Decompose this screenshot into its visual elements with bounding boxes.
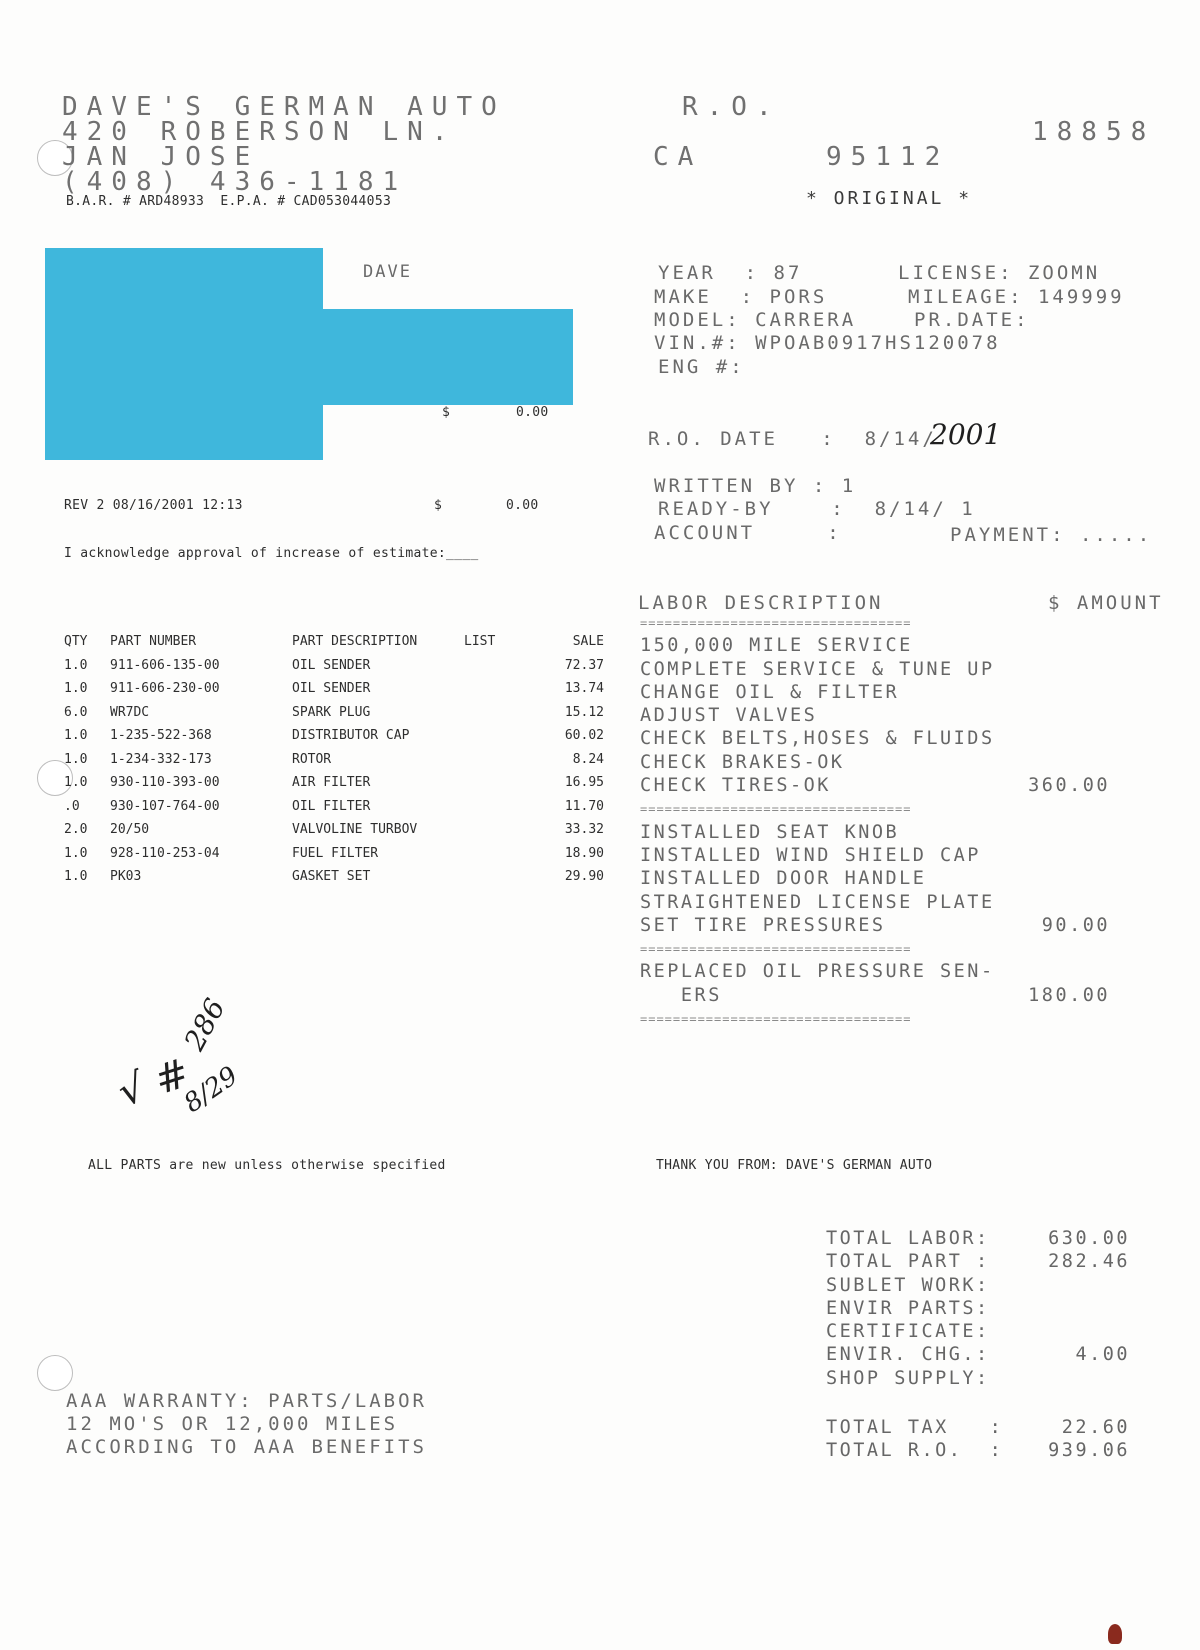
- labor-line-text: SET TIRE PRESSURES: [640, 914, 886, 936]
- labor-line: [640, 659, 1160, 682]
- total-row: [826, 1321, 1146, 1344]
- part-description: AIR FILTER: [292, 775, 371, 791]
- corner-mark: [1108, 1624, 1122, 1644]
- labor-line: [640, 705, 1160, 728]
- grand-totals-block: [826, 1417, 1146, 1464]
- part-sale: 13.74: [564, 681, 604, 697]
- total-row: [826, 1275, 1146, 1298]
- labor-separator: =================================: [640, 942, 912, 957]
- shop-name: DAVE'S GERMAN AUTO: [62, 92, 506, 122]
- part-list: [464, 654, 524, 678]
- vehicle-year: YEAR : 87: [658, 262, 803, 284]
- parts-row: [64, 771, 604, 795]
- labor-line: [640, 682, 1160, 705]
- part-sale: 18.90: [564, 845, 604, 861]
- original-stamp: * ORIGINAL *: [806, 188, 973, 209]
- part-description: OIL SENDER: [292, 681, 371, 697]
- total-label: CERTIFICATE:: [826, 1321, 990, 1343]
- ro-zip: 95112: [826, 142, 950, 172]
- revision-amount: 0.00: [506, 498, 539, 513]
- part-number: 20/50: [110, 822, 150, 838]
- vehicle-model: MODEL: CARRERA: [654, 309, 857, 331]
- labor-line-text: 150,000 MILE SERVICE: [640, 635, 913, 657]
- part-number: 911-606-135-00: [110, 657, 220, 673]
- bar-epa-numbers: B.A.R. # ARD48933 E.P.A. # CAD053044053: [66, 194, 392, 209]
- part-description: GASKET SET: [292, 869, 371, 885]
- grand-total-label: TOTAL R.O. :: [826, 1440, 1004, 1462]
- handwritten-date: 8/29: [178, 1060, 244, 1120]
- labor-line: [640, 892, 1160, 915]
- handwritten-number: 286: [177, 993, 232, 1056]
- part-qty: 1.0: [64, 845, 88, 861]
- labor-header-desc: LABOR DESCRIPTION: [638, 592, 884, 614]
- part-number: 911-606-230-00: [110, 681, 220, 697]
- ready-by: READY-BY : 8/14/ 1: [658, 498, 976, 520]
- parts-table: [64, 592, 604, 908]
- total-row: [826, 1368, 1146, 1391]
- ro-date-handwritten-year: 2001: [930, 418, 1002, 451]
- labor-line: [640, 961, 1160, 984]
- vehicle-pr-date: PR.DATE:: [914, 309, 1030, 331]
- col-list: LIST: [464, 634, 496, 650]
- grand-total-row: [826, 1440, 1146, 1463]
- part-sale: 16.95: [564, 775, 604, 791]
- ro-number: 18858: [1032, 117, 1156, 147]
- estimate-approval: I acknowledge approval of increase of estimate:____: [64, 546, 479, 561]
- part-number: 930-107-764-00: [110, 798, 220, 814]
- part-sale: 29.90: [564, 869, 604, 885]
- punch-hole-bottom: [37, 1355, 73, 1391]
- shop-city: JAN JOSE: [62, 142, 260, 172]
- labor-line-text: CHECK BELTS,HOSES & FLUIDS: [640, 728, 995, 750]
- part-number: 1-234-332-173: [110, 751, 212, 767]
- labor-line: [640, 845, 1160, 868]
- labor-line-text: ADJUST VALVES: [640, 705, 818, 727]
- parts-header-row: [64, 630, 604, 654]
- labor-line-text: CHECK BRAKES-OK: [640, 751, 845, 773]
- total-label: TOTAL LABOR:: [826, 1228, 990, 1249]
- labor-line-text: CHECK TIRES-OK: [640, 775, 831, 797]
- part-list: [464, 818, 524, 842]
- vehicle-license: LICENSE: ZOOMN: [898, 262, 1101, 284]
- part-sale: 72.37: [564, 657, 604, 673]
- ro-state: CA: [653, 142, 703, 172]
- revision-line: REV 2 08/16/2001 12:13: [64, 498, 243, 513]
- written-by: WRITTEN BY : 1: [654, 475, 857, 497]
- part-description: DISTRIBUTOR CAP: [292, 728, 410, 744]
- ro-label: R.O.: [682, 92, 781, 122]
- part-description: FUEL FILTER: [292, 845, 379, 861]
- revision-symbol: $: [434, 498, 443, 513]
- labor-amount: 360.00: [1028, 775, 1110, 797]
- total-row: [826, 1251, 1146, 1274]
- grand-total-label: TOTAL TAX :: [826, 1417, 1004, 1438]
- total-row: [826, 1298, 1146, 1321]
- part-sale: 60.02: [564, 728, 604, 744]
- warranty-line-1: AAA WARRANTY: PARTS/LABOR: [66, 1390, 427, 1412]
- redaction-box-2: [293, 309, 573, 405]
- labor-line: [640, 822, 1160, 845]
- total-value: 4.00: [1075, 1344, 1130, 1366]
- handwritten-check-mark: √ #: [112, 1050, 196, 1116]
- part-list: [464, 677, 524, 701]
- col-part-number: PART NUMBER: [110, 634, 197, 650]
- part-description: OIL FILTER: [292, 798, 371, 814]
- labor-line-text: REPLACED OIL PRESSURE SEN-: [640, 961, 995, 983]
- total-label: SHOP SUPPLY:: [826, 1367, 990, 1389]
- parts-row: [64, 654, 604, 678]
- part-sale: 33.32: [564, 822, 604, 838]
- grand-total-row: [826, 1417, 1146, 1440]
- shop-street: 420 ROBERSON LN.: [62, 117, 457, 147]
- total-value: 282.46: [1048, 1251, 1130, 1273]
- parts-row: [64, 842, 604, 866]
- labor-header-amount: $ AMOUNT: [1048, 592, 1164, 614]
- vehicle-vin: VIN.#: WPOAB0917HS120078: [654, 332, 1001, 354]
- part-list: [464, 771, 524, 795]
- account: ACCOUNT :: [654, 522, 842, 544]
- vehicle-make: MAKE : PORS: [654, 286, 828, 308]
- parts-row: [64, 701, 604, 725]
- labor-amount: 90.00: [1041, 914, 1110, 936]
- total-row: [826, 1344, 1146, 1367]
- ro-date-label: R.O. DATE : 8/14/: [648, 428, 937, 450]
- customer-balance: 0.00: [516, 405, 549, 420]
- parts-row: [64, 677, 604, 701]
- total-value: 630.00: [1048, 1228, 1130, 1249]
- parts-row: [64, 818, 604, 842]
- total-label: TOTAL PART :: [826, 1251, 990, 1273]
- part-number: 930-110-393-00: [110, 775, 220, 791]
- labor-line-text: COMPLETE SERVICE & TUNE UP: [640, 658, 995, 680]
- part-qty: 1.0: [64, 657, 88, 673]
- part-number: PK03: [110, 869, 142, 885]
- labor-line: [640, 775, 1160, 798]
- labor-line-text: CHANGE OIL & FILTER: [640, 681, 900, 703]
- labor-line-text: ERS: [640, 984, 722, 1006]
- part-qty: 1.0: [64, 775, 88, 791]
- labor-line-text: INSTALLED WIND SHIELD CAP: [640, 844, 981, 866]
- warranty-line-2: 12 MO'S OR 12,000 MILES: [66, 1413, 399, 1435]
- labor-separator: =================================: [640, 616, 912, 630]
- col-sale: SALE: [572, 634, 604, 650]
- parts-row: [64, 748, 604, 772]
- part-qty: 2.0: [64, 822, 88, 838]
- thank-you-note: THANK YOU FROM: DAVE'S GERMAN AUTO: [656, 1158, 933, 1173]
- part-sale: 11.70: [564, 798, 604, 814]
- part-number: 928-110-253-04: [110, 845, 220, 861]
- part-list: [464, 865, 524, 889]
- labor-amount: 180.00: [1028, 984, 1110, 1006]
- col-qty: QTY: [64, 634, 88, 650]
- warranty-line-3: ACCORDING TO AAA BENEFITS: [66, 1436, 427, 1458]
- part-description: SPARK PLUG: [292, 704, 371, 720]
- part-sale: 8.24: [572, 751, 604, 767]
- part-list: [464, 724, 524, 748]
- labor-line: [640, 728, 1160, 751]
- part-description: ROTOR: [292, 751, 332, 767]
- part-qty: 6.0: [64, 704, 88, 720]
- total-label: ENVIR. CHG.:: [826, 1344, 990, 1366]
- redaction-box: [45, 248, 323, 460]
- part-qty: 1.0: [64, 728, 88, 744]
- part-description: VALVOLINE TURBOV: [292, 822, 418, 838]
- vehicle-mileage: MILEAGE: 149999: [908, 286, 1125, 308]
- part-description: OIL SENDER: [292, 657, 371, 673]
- part-number: WR7DC: [110, 704, 150, 720]
- part-number: 1-235-522-368: [110, 728, 212, 744]
- payment: PAYMENT: .....: [950, 524, 1153, 546]
- labor-line: [640, 752, 1160, 775]
- labor-list: [640, 612, 1160, 1031]
- parts-row: [64, 724, 604, 748]
- labor-line: [640, 635, 1160, 658]
- labor-line: [640, 915, 1160, 938]
- labor-line: [640, 985, 1160, 1008]
- shop-phone: (408) 436-1181: [62, 167, 408, 197]
- part-list: [464, 701, 524, 725]
- part-list: [464, 842, 524, 866]
- grand-total-value: 939.06: [1048, 1440, 1130, 1462]
- total-row: [826, 1228, 1146, 1251]
- part-qty: .0: [64, 798, 80, 814]
- vehicle-engine: ENG #:: [658, 356, 745, 378]
- customer-balance-symbol: $: [442, 405, 451, 420]
- parts-row: [64, 795, 604, 819]
- part-list: [464, 748, 524, 772]
- parts-row: [64, 865, 604, 889]
- totals-block: [826, 1228, 1146, 1391]
- part-qty: 1.0: [64, 869, 88, 885]
- labor-line-text: STRAIGHTENED LICENSE PLATE: [640, 891, 995, 913]
- part-sale: 15.12: [564, 704, 604, 720]
- total-label: ENVIR PARTS:: [826, 1297, 990, 1319]
- part-qty: 1.0: [64, 751, 88, 767]
- labor-line: [640, 868, 1160, 891]
- grand-total-value: 22.60: [1061, 1417, 1130, 1438]
- part-list: [464, 795, 524, 819]
- customer-name: DAVE: [363, 262, 412, 282]
- labor-separator: =================================: [640, 802, 912, 817]
- total-label: SUBLET WORK:: [826, 1274, 990, 1296]
- all-parts-note: ALL PARTS are new unless otherwise specified: [88, 1158, 446, 1173]
- labor-line-text: INSTALLED DOOR HANDLE: [640, 868, 927, 890]
- labor-line-text: INSTALLED SEAT KNOB: [640, 821, 900, 843]
- col-description: PART DESCRIPTION: [292, 634, 418, 650]
- labor-separator: =================================: [640, 1012, 912, 1027]
- part-qty: 1.0: [64, 681, 88, 697]
